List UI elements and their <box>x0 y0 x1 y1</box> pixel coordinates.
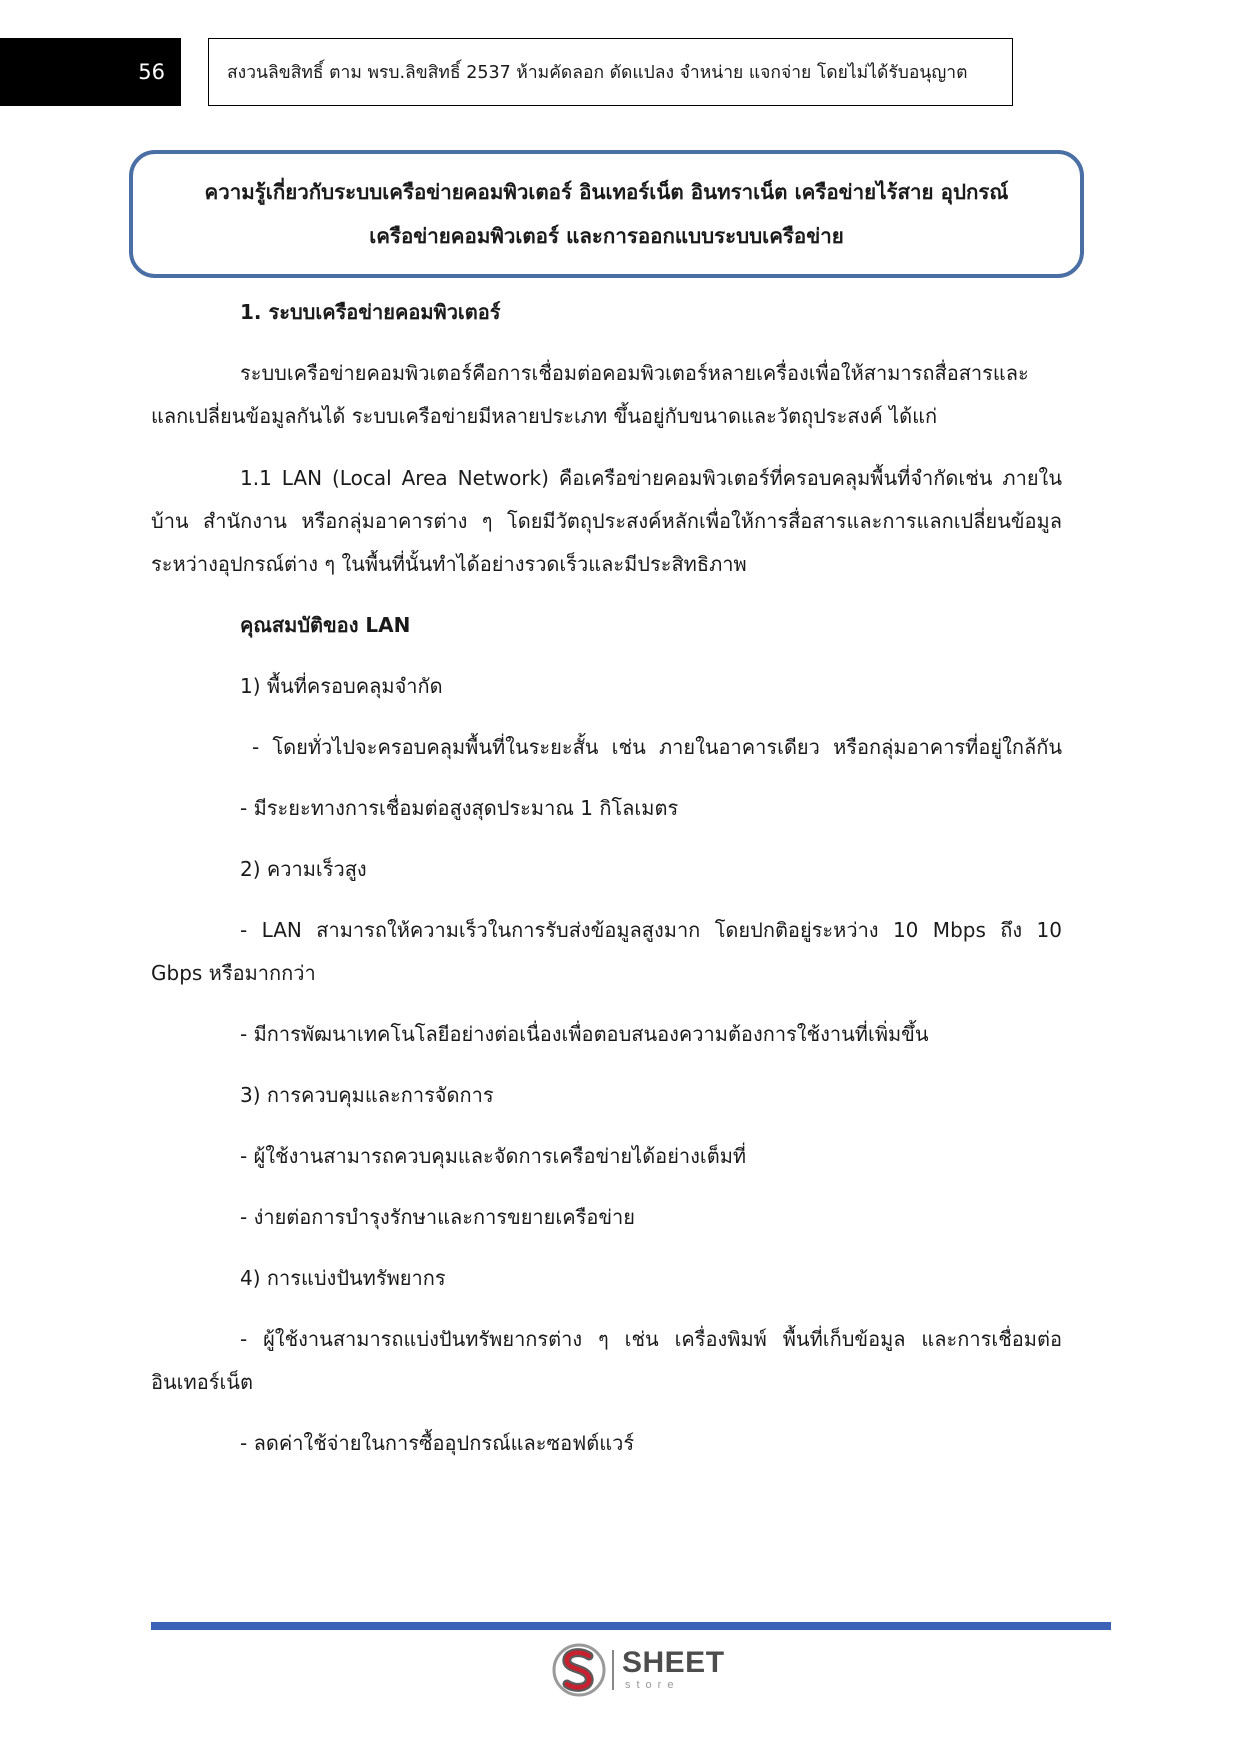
list-item: - ลดค่าใช้จ่ายในการซื้ออุปกรณ์และซอฟต์แวร์ <box>240 1431 635 1455</box>
subsection-heading: คุณสมบัติของ LAN <box>240 613 411 637</box>
paragraph-line: ระบบเครือข่ายคอมพิวเตอร์คือการเชื่อมต่อคอมพิวเตอร์หลายเครื่องเพื่อให้สามารถสื่อสารและ <box>240 361 1029 385</box>
copyright-notice: สงวนลิขสิทธิ์ ตาม พรบ.ลิขสิทธิ์ 2537 ห้ามคัดลอก ดัดแปลง จำหน่าย แจกจ่าย โดยไม่ได้รับอนุญาต <box>208 38 1013 106</box>
list-heading: 4) การแบ่งปันทรัพยากร <box>240 1266 446 1290</box>
paragraph-line: แลกเปลี่ยนข้อมูลกันได้ ระบบเครือข่ายมีหลายประเภท ขึ้นอยู่กับขนาดและวัตถุประสงค์ ได้แก่ <box>151 404 938 428</box>
paragraph-line: ระหว่างอุปกรณ์ต่าง ๆ ในพื้นที่นั้นทำได้อย่างรวดเร็วและมีประสิทธิภาพ <box>151 552 747 576</box>
logo-wordmark: SHEET <box>622 1646 725 1679</box>
list-item: - ผู้ใช้งานสามารถแบ่งปันทรัพยากรต่าง ๆ เช่น เครื่องพิมพ์ พื้นที่เก็บข้อมูล และการเชื่อมต่อ <box>240 1327 1062 1351</box>
list-item: - ผู้ใช้งานสามารถควบคุมและจัดการเครือข่ายได้อย่างเต็มที่ <box>240 1144 747 1168</box>
logo-subtitle: store <box>625 1679 680 1691</box>
list-item: อินเทอร์เน็ต <box>151 1370 253 1394</box>
list-item: - มีการพัฒนาเทคโนโลยีอย่างต่อเนื่องเพื่อตอบสนองความต้องการใช้งานที่เพิ่มขึ้น <box>240 1022 929 1046</box>
sheet-store-logo <box>551 1642 731 1698</box>
list-heading: 3) การควบคุมและการจัดการ <box>240 1083 494 1107</box>
list-item: Gbps หรือมากกว่า <box>151 961 316 985</box>
list-item: - โดยทั่วไปจะครอบคลุมพื้นที่ในระยะสั้น เช่น ภายในอาคารเดียว หรือกลุ่มอาคารที่อยู่ใกล้กัน <box>252 735 1062 759</box>
logo-divider <box>612 1650 614 1690</box>
list-heading: 2) ความเร็วสูง <box>240 857 367 881</box>
list-item: - ง่ายต่อการบำรุงรักษาและการขยายเครือข่าย <box>240 1205 635 1229</box>
chapter-title-line-1: ความรู้เกี่ยวกับระบบเครือข่ายคอมพิวเตอร์ อินเทอร์เน็ต อินทราเน็ต เครือข่ายไร้สาย อุปกรณ์ <box>204 180 1009 204</box>
footer-rule <box>151 1622 1111 1630</box>
paragraph-line: บ้าน สำนักงาน หรือกลุ่มอาคารต่าง ๆ โดยมีวัตถุประสงค์หลักเพื่อให้การสื่อสารและการแลกเปลี่ยนข้อมูล <box>151 509 1062 533</box>
section-heading: 1. ระบบเครือข่ายคอมพิวเตอร์ <box>240 300 501 324</box>
page-number: 56 <box>0 38 181 106</box>
list-heading: 1) พื้นที่ครอบคลุมจำกัด <box>240 674 443 698</box>
chapter-title-line-2: เครือข่ายคอมพิวเตอร์ และการออกแบบระบบเครือข่าย <box>369 224 844 248</box>
list-item: - มีระยะทางการเชื่อมต่อสูงสุดประมาณ 1 กิโลเมตร <box>240 796 679 820</box>
list-item: - LAN สามารถให้ความเร็วในการรับส่งข้อมูลสูงมาก โดยปกติอยู่ระหว่าง 10 Mbps ถึง 10 <box>240 918 1062 942</box>
paragraph-line: 1.1 LAN (Local Area Network) คือเครือข่ายคอมพิวเตอร์ที่ครอบคลุมพื้นที่จำกัดเช่น ภายใน <box>240 466 1062 490</box>
chapter-title-box <box>129 150 1084 278</box>
logo-s-icon <box>551 1642 607 1698</box>
